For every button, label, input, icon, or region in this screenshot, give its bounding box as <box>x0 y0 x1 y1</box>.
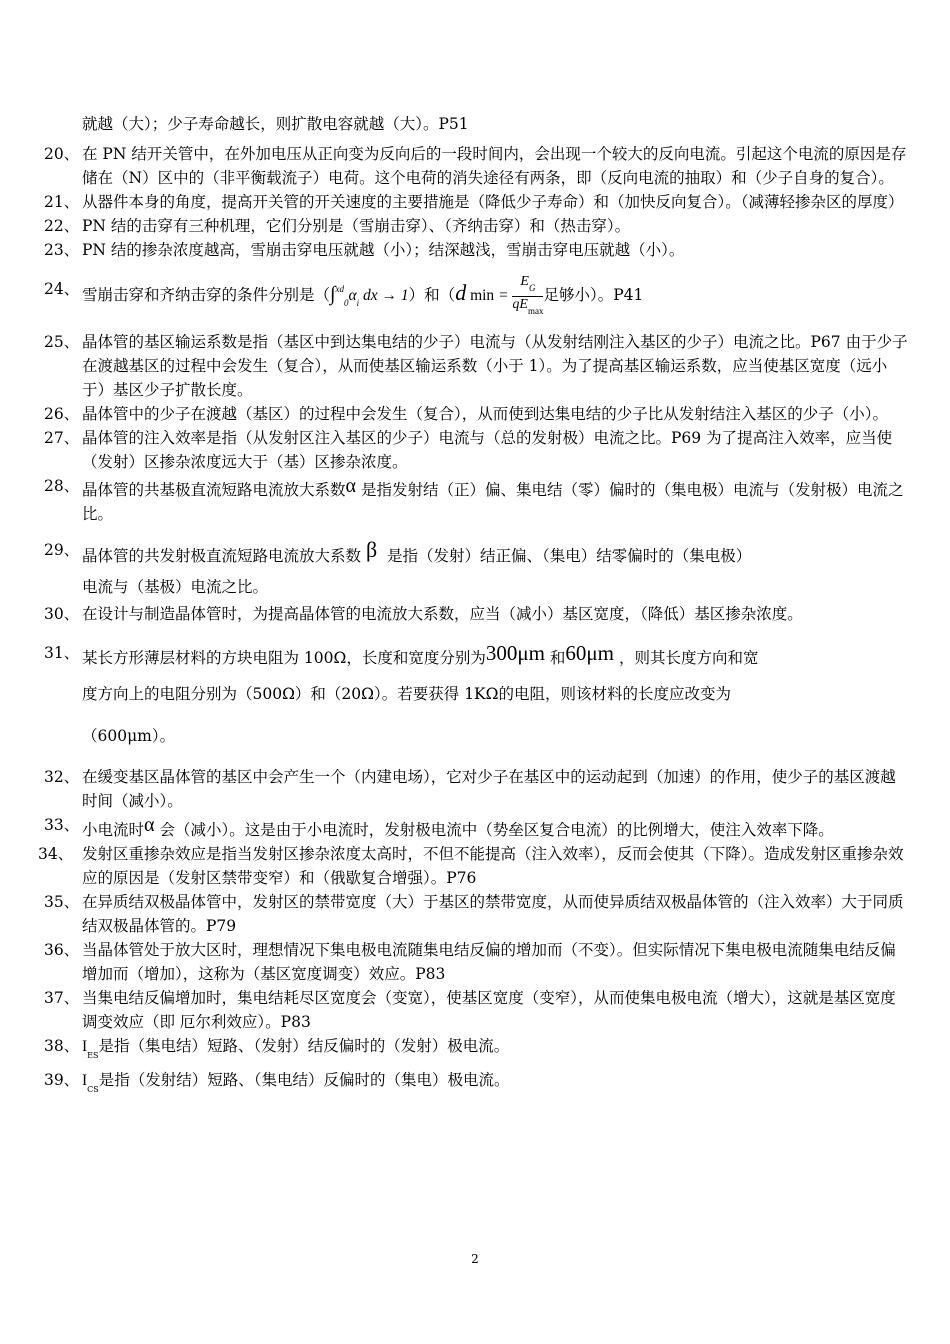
item-text: PN 结的击穿有三种机理，它们分别是（雪崩击穿）、（齐纳击穿）和（热击穿）。 <box>82 217 631 235</box>
item-text: 在缓变基区晶体管的基区中会产生一个（内建电场），它对少子在基区中的运动起到（加速）的作用，使少子的基区渡越时间（减小）。 <box>82 768 896 810</box>
length-value: 300μm <box>485 641 545 665</box>
equals-sign: = <box>494 287 513 304</box>
item-number: 29、 <box>44 541 80 559</box>
item-number: 25、 <box>44 333 80 351</box>
item-25 <box>44 330 910 402</box>
denominator-subscript: max <box>527 305 544 316</box>
item-number: 38、 <box>44 1037 80 1055</box>
current-symbol: I <box>82 1038 88 1055</box>
item-27 <box>44 426 910 474</box>
item-30 <box>44 602 910 626</box>
item-number: 23、 <box>44 241 80 259</box>
item-22 <box>44 214 910 238</box>
item-text-before: 晶体管的共发射极直流短路电流放大系数 <box>82 547 362 565</box>
document-body <box>38 112 910 1102</box>
integral-formula <box>330 283 409 308</box>
item-text-after: 是指（发射）结正偏、（集电）结零偏时的（集电极） <box>387 547 752 565</box>
item-text-after: 是指发射结（正）偏、集电结（零）偏时的（集电极）电流与（发射极）电流之比。 <box>82 481 904 523</box>
integral-lower-limit: 0 <box>344 298 349 308</box>
item-33 <box>44 813 910 842</box>
item-number: 22、 <box>44 217 80 235</box>
item-line-1 <box>44 534 910 572</box>
item-29 <box>44 534 910 602</box>
item-number: 21、 <box>44 193 80 211</box>
item-text-before: 雪崩击穿和齐纳击穿的条件分别是（ <box>82 286 331 304</box>
item-21 <box>44 190 910 214</box>
min-label: min <box>470 287 495 304</box>
fraction <box>512 274 543 319</box>
item-line-1 <box>44 636 910 675</box>
alpha-symbol: α <box>348 287 357 304</box>
item-35 <box>44 890 910 938</box>
current-subscript: ES <box>87 1051 99 1060</box>
item-line-2: 度方向上的电阻分别为（500Ω）和（20Ω）。若要获得 1KΩ的电阻，则该材料的长度应改变为 <box>82 685 731 703</box>
item-text-after: ，则其长度方向和宽 <box>618 649 759 667</box>
page-number: 2 <box>471 1252 479 1266</box>
item-text-before: 某长方形薄层材料的方块电阻为 100Ω，长度和宽度分别为 <box>82 649 486 667</box>
item-line-3: （600μm）。 <box>82 727 176 745</box>
alpha-symbol: α <box>345 475 356 497</box>
item-text: 在设计与制造晶体管时，为提高晶体管的电流放大系数，应当（减小）基区宽度，（降低）基区掺杂浓度。 <box>82 605 803 623</box>
numerator-subscript: G <box>528 282 536 293</box>
item-number: 36、 <box>44 941 80 959</box>
item-text: 是指（集电结）短路、（发射）结反偏时的（发射）极电流。 <box>98 1037 510 1055</box>
item-number: 32、 <box>44 768 80 786</box>
item-36 <box>44 938 910 986</box>
item-text: 当晶体管处于放大区时，理想情况下集电极电流随集电结反偏的增加而（不变）。但实际情况下集电极电流随集电结反偏增加而（增加），这称为（基区宽度调变）效应。P83 <box>82 941 896 983</box>
fraction-denominator <box>512 297 543 319</box>
alpha-subscript: i <box>356 298 360 308</box>
dmin-formula <box>455 273 544 316</box>
item-text: 晶体管中的少子在渡越（基区）的过程中会发生（复合），从而使到达集电结的少子比从发射结注入基区的少子（小）。 <box>82 405 889 423</box>
item-number: 37、 <box>44 989 80 1007</box>
item-text-after: 会（减小）。这是由于小电流时，发射极电流中（势垒区复合电流）的比例增大，使注入效率下降。 <box>159 821 834 839</box>
item-26 <box>44 402 910 426</box>
item-text: 在异质结双极晶体管中，发射区的禁带宽度（大）于基区的禁带宽度，从而使异质结双极晶体管的（注入效率）大于同质结双极晶体管的。P79 <box>82 893 904 935</box>
current-subscript: CS <box>87 1085 99 1094</box>
alpha-symbol: α <box>144 814 155 836</box>
integral-upper-limit: xd <box>335 284 344 294</box>
beta-symbol: β <box>365 537 378 562</box>
item-number: 24、 <box>44 280 80 298</box>
item-text: 晶体管的注入效率是指（从发射区注入基区的少子）电流与（总的发射极）电流之比。P69 为了提高注入效率，应当使（发射）区掺杂浓度远大于（基）区掺杂浓度。 <box>82 429 893 471</box>
item-number: 30、 <box>44 605 80 623</box>
item-text: 在 PN 结开关管中，在外加电压从正向变为反向后的一段时间内，会出现一个较大的反向电流。引起这个电流的原因是存储在（N）区中的（非平衡载流子）电荷。这个电荷的消失途径有两条，即（反向电流的抽取）和（少子自身的复合）。 <box>82 145 907 187</box>
current-symbol: I <box>82 1072 88 1089</box>
item-number: 28、 <box>44 477 80 495</box>
item-text: PN 结的掺杂浓度越高，雪崩击穿电压就越（小）；结深越浅，雪崩击穿电压就越（小）。 <box>82 241 685 259</box>
item-28 <box>44 474 910 526</box>
item-text: 发射区重掺杂效应是指当发射区掺杂浓度太高时，不但不能提高（注入效率），反而会使其（下降）。造成发射区重掺杂效应的原因是（发射区禁带变窄）和（俄歇复合增强）。P76 <box>82 845 904 887</box>
item-number: 34、 <box>38 845 74 863</box>
item-37 <box>44 986 910 1034</box>
item-text-before: 晶体管的共基极直流短路电流放大系数 <box>82 481 346 499</box>
integral-sign: ∫ <box>330 283 336 305</box>
item-text-before: 小电流时 <box>82 821 145 839</box>
item-38 <box>44 1034 910 1068</box>
fraction-numerator <box>512 274 543 297</box>
d-symbol: d <box>455 280 467 305</box>
item-text: 当集电结反偏增加时，集电结耗尽区宽度会（变宽），使基区宽度（变窄），从而使集电极电流（增大），这就是基区宽度调变效应（即 厄尔利效应）。P83 <box>82 989 896 1031</box>
item-line-2: 电流与（基极）电流之比。 <box>82 578 269 596</box>
and-word: 和 <box>549 649 566 667</box>
item-text: 是指（发射结）短路、（集电结）反偏时的（集电）极电流。 <box>98 1071 510 1089</box>
width-value: 60μm <box>565 641 615 665</box>
item-31 <box>44 636 910 759</box>
item-number: 20、 <box>44 145 80 163</box>
item-number: 33、 <box>44 816 80 834</box>
item-text: 晶体管的基区输运系数是指（基区中到达集电结的少子）电流与（从发射结刚注入基区的少子）电流之比。P67 由于少子在渡越基区的过程中会发生（复合），从而使基区输运系数（小于 1）。为了提高基区输运系数，应当使基区宽度（远小于）基区少子扩散长度。 <box>82 333 908 399</box>
item-20 <box>44 142 910 190</box>
item-number: 26、 <box>44 405 80 423</box>
item-text-middle: ）和（ <box>408 286 456 304</box>
item-32 <box>44 765 910 813</box>
item-24 <box>44 266 910 326</box>
item-number: 35、 <box>44 893 80 911</box>
numerator-e: E <box>520 273 529 289</box>
integral-rest: dx → 1 <box>363 287 409 304</box>
item-number: 39、 <box>44 1071 80 1089</box>
item-text-after: 足够小）。P41 <box>543 286 644 304</box>
item-text: 从器件本身的角度，提高开关管的开关速度的主要措施是（降低少子寿命）和（加快反向复合）。（减薄轻掺杂区的厚度） <box>82 193 904 211</box>
item-34 <box>38 842 910 890</box>
item-number: 27、 <box>44 429 80 447</box>
continued-paragraph-19: 就越（大）；少子寿命越长，则扩散电容就越（大）。P51 <box>82 115 469 133</box>
item-23 <box>44 238 910 262</box>
item-number: 31、 <box>44 644 80 662</box>
item-39 <box>44 1068 910 1102</box>
denominator-qe: qE <box>512 296 528 312</box>
